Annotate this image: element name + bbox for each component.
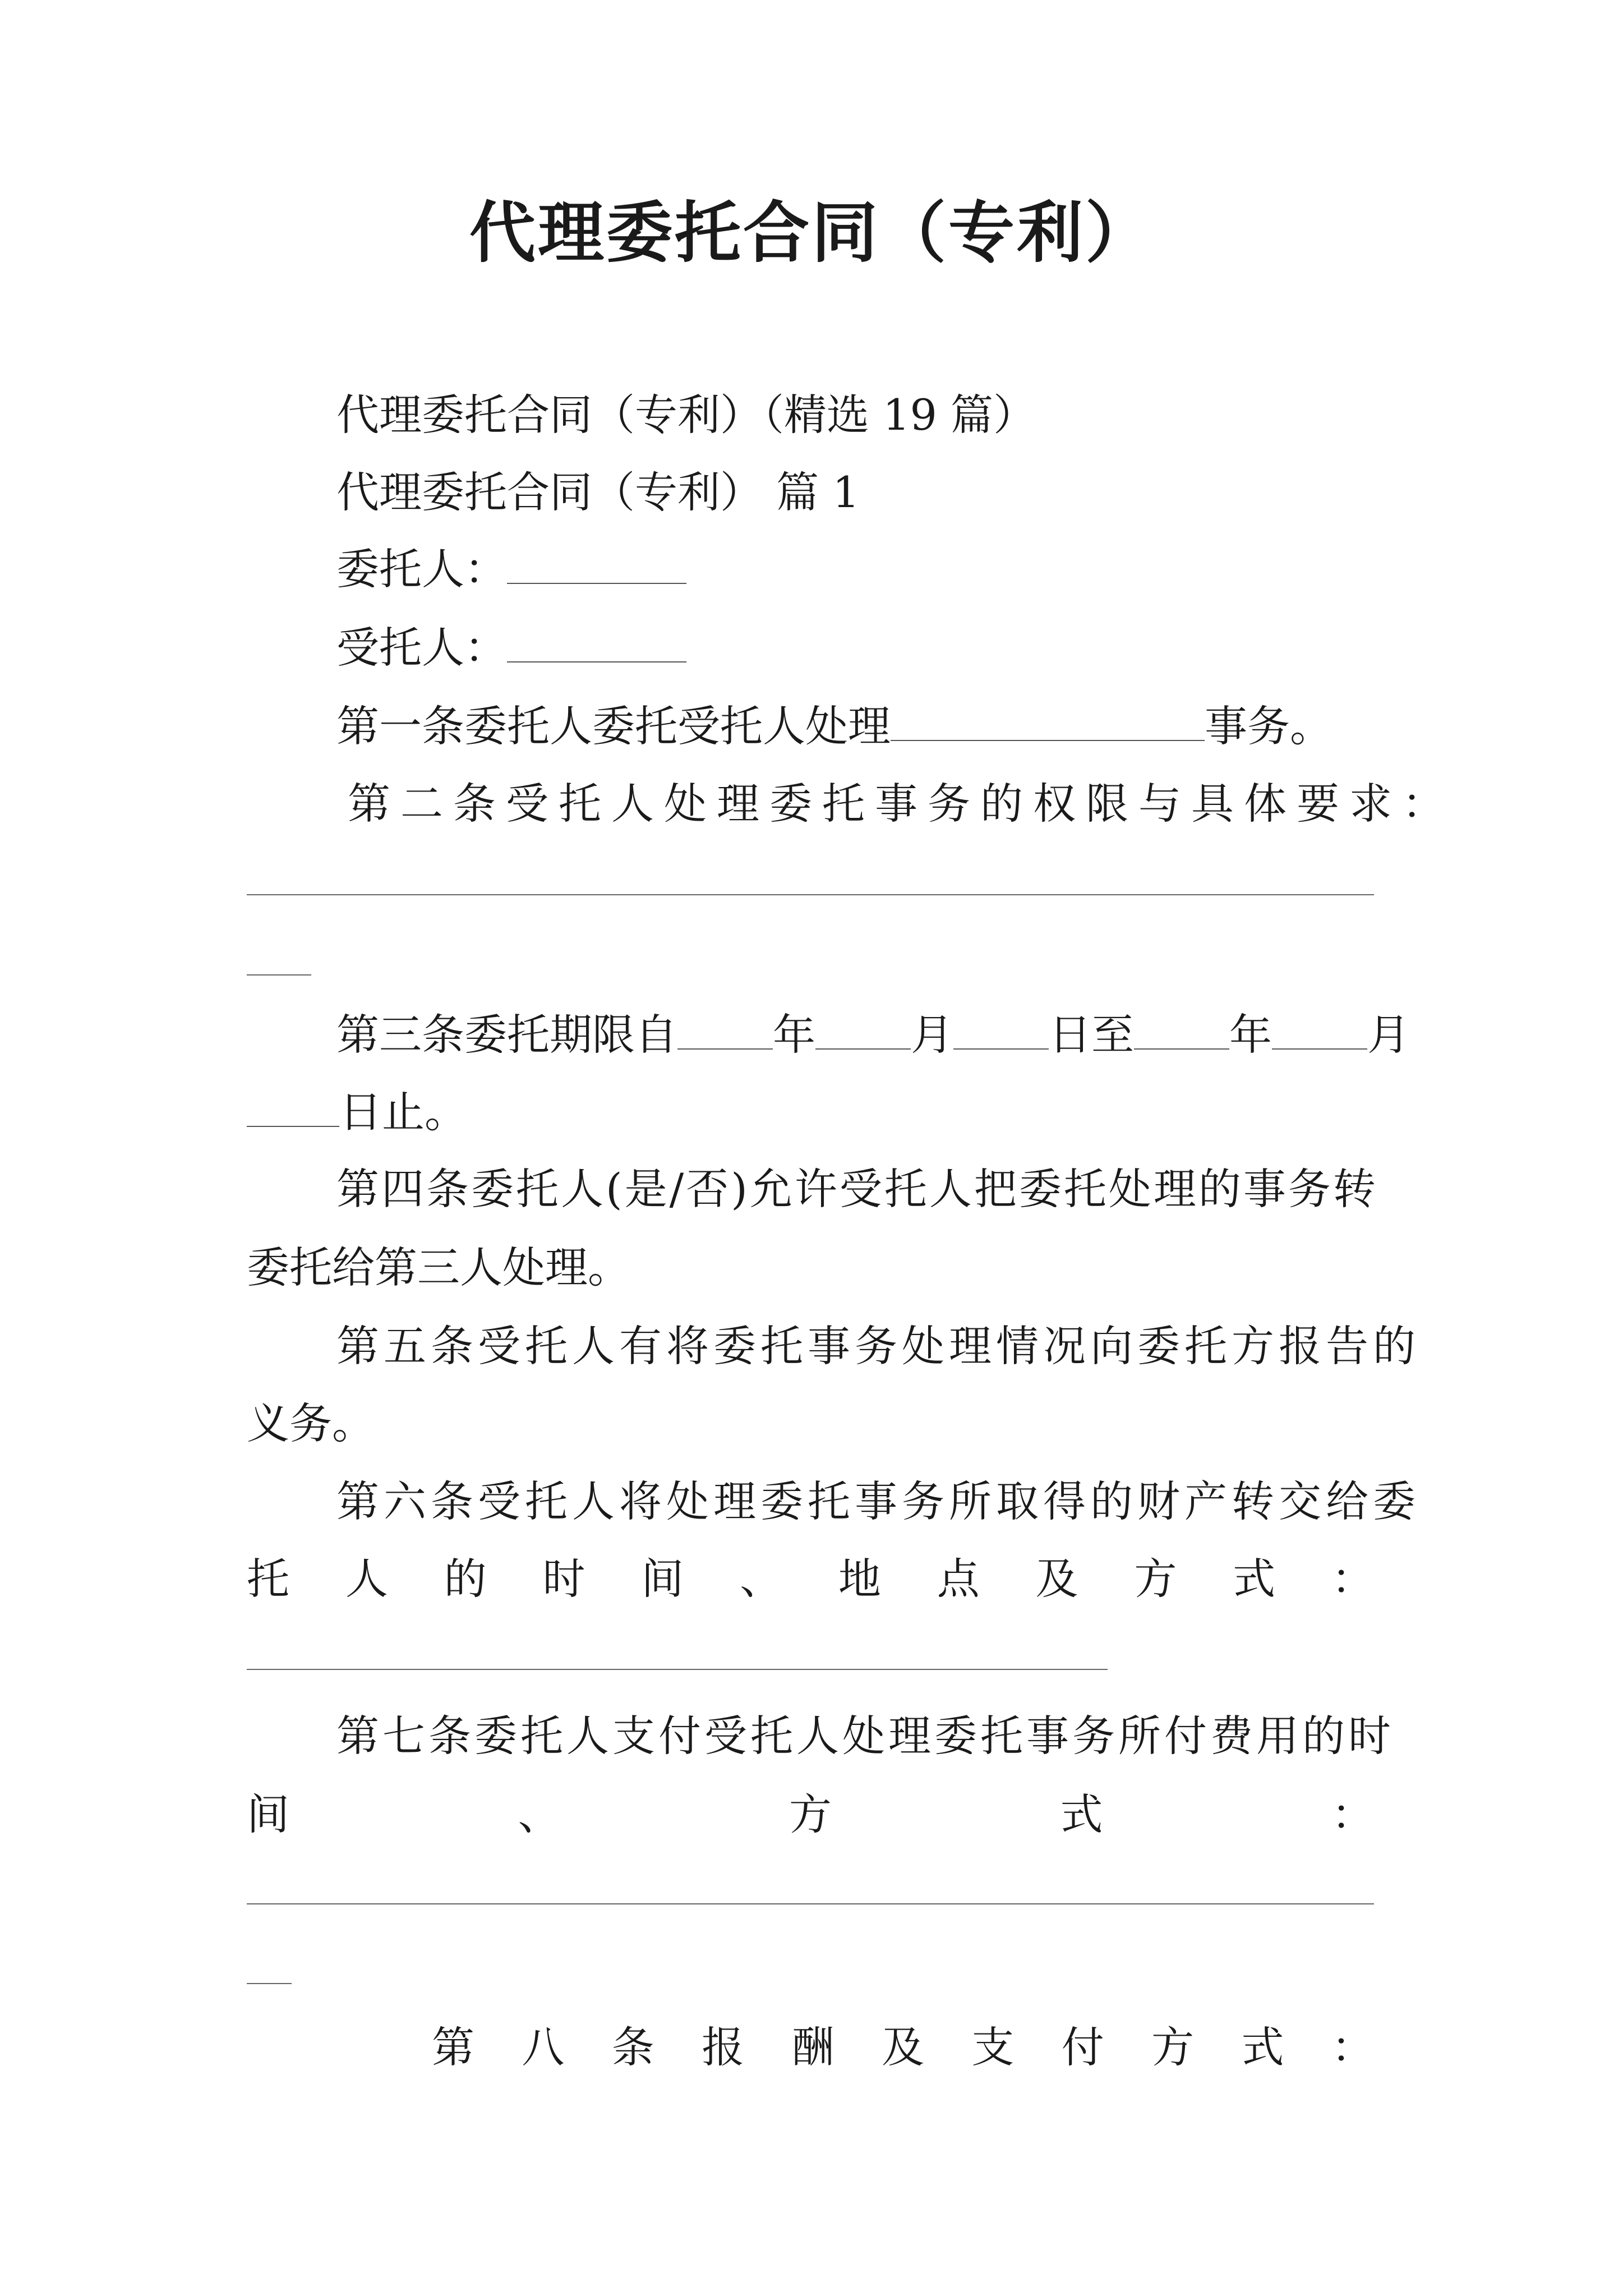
char: 及 (1035, 1554, 1078, 1604)
char: 八 (522, 2022, 565, 2072)
article-3-end: 日止。 (339, 1087, 467, 1137)
article-6-line-1: 第六条受托人将处理委托事务所取得的财产转交给委 (336, 1476, 1420, 1526)
principal-blank (507, 544, 686, 584)
char: 方 (1151, 2022, 1195, 2072)
article-3-cont (247, 1084, 467, 1140)
char: 酬 (791, 2022, 834, 2072)
char: 时 (542, 1554, 585, 1604)
article-7-line-1: 第七条委托人支付受托人处理委托事务所付费用的时 (336, 1711, 1394, 1761)
article-4-line-2: 委托给第三人处理。 (247, 1243, 630, 1292)
article-1-text: 第一条委托人委托受托人处理 (336, 701, 891, 751)
char: 的 (444, 1554, 487, 1604)
char: 地 (838, 1554, 881, 1604)
article-2-blank-line-end (247, 974, 311, 976)
document-subtitle: 代理委托合同（专利）（精选 19 篇） (336, 390, 1036, 440)
char: 方 (789, 1789, 832, 1839)
article-6-blank-line (247, 1669, 1108, 1670)
article-7-blank-line (247, 1903, 1374, 1904)
char: 人 (345, 1554, 388, 1604)
char: ： (1331, 2022, 1374, 2072)
char: 式 (1233, 1554, 1276, 1604)
char: 间 (641, 1554, 684, 1604)
article-7-line-2 (247, 1787, 1374, 1843)
year-label: 年 (1229, 1010, 1272, 1060)
blank (953, 1009, 1049, 1050)
month-label: 月 (1367, 1010, 1410, 1060)
char: ： (1331, 1554, 1374, 1604)
article-7-blank-line-end (247, 1983, 292, 1984)
article-1 (336, 698, 1332, 754)
article-3-text: 第三条委托期限自 (336, 1010, 677, 1060)
char: 托 (247, 1554, 289, 1604)
section-heading: 代理委托合同（专利） 篇 1 (336, 467, 860, 517)
article-2-blank-line (247, 894, 1374, 895)
article-2: 第二条受托人处理委托事务的权限与具体要求： (348, 779, 1455, 829)
agent-blank (507, 622, 686, 662)
month-label: 月 (911, 1010, 953, 1060)
article-6-line-2 (247, 1551, 1374, 1607)
char: 、 (518, 1789, 561, 1839)
char: 间 (247, 1789, 289, 1839)
char: 报 (702, 2022, 745, 2072)
principal-label: 委托人： (336, 544, 507, 594)
blank (677, 1009, 773, 1050)
char: 第 (432, 2022, 474, 2072)
agent-label: 受托人： (336, 623, 507, 673)
article-5-line-2: 义务。 (247, 1398, 375, 1448)
char: 条 (611, 2022, 654, 2072)
day-to-label: 日至 (1049, 1010, 1134, 1060)
char: 式 (1241, 2022, 1284, 2072)
char: 式 (1060, 1789, 1103, 1839)
blank (247, 1087, 339, 1127)
article-1-suffix: 事务。 (1205, 701, 1332, 751)
char: 点 (937, 1554, 980, 1604)
blank (1272, 1009, 1367, 1050)
char: 付 (1061, 2022, 1104, 2072)
article-3 (336, 1007, 1410, 1063)
agent-line (336, 620, 686, 676)
blank (815, 1009, 911, 1050)
article-1-blank (891, 701, 1205, 741)
article-4-line-1: 第四条委托人(是/否)允许受托人把委托处理的事务转 (336, 1164, 1378, 1214)
char: 、 (740, 1554, 783, 1604)
blank (1134, 1009, 1229, 1050)
year-label: 年 (773, 1010, 815, 1060)
article-8 (432, 2019, 1374, 2076)
principal-line (336, 541, 686, 597)
article-5-line-1: 第五条受托人有将委托事务处理情况向委托方报告的 (336, 1321, 1420, 1371)
document-title: 代理委托合同（专利） (469, 194, 1154, 272)
char: 方 (1134, 1554, 1177, 1604)
char: ： (1331, 1789, 1374, 1839)
char: 支 (971, 2022, 1015, 2072)
char: 及 (881, 2022, 924, 2072)
